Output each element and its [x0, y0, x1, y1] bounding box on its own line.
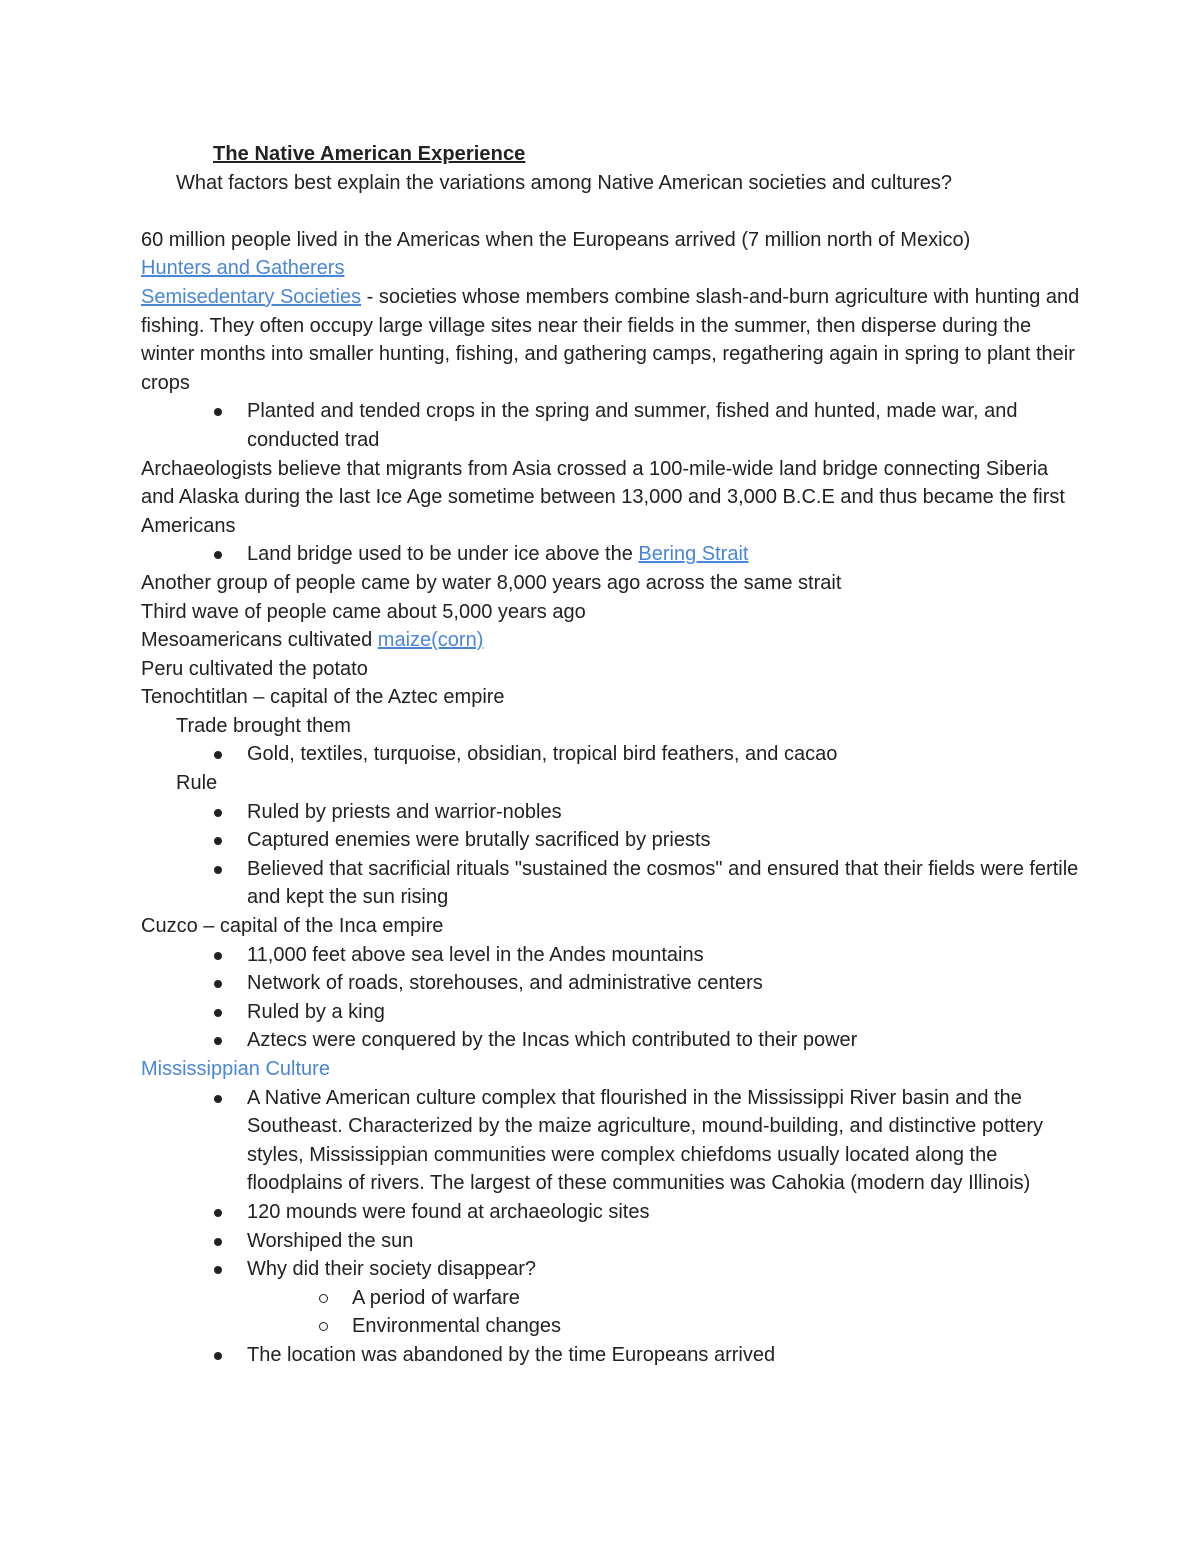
trade-list	[141, 740, 1081, 769]
cuzco-list	[141, 941, 1081, 1055]
peru-line: Peru cultivated the potato	[141, 657, 368, 680]
intro-paragraph: 60 million people lived in the Americas when the Europeans arrived (7 million north of Mexico)	[141, 228, 971, 251]
archaeologists-paragraph: Archaeologists believe that migrants from Asia crossed a 100-mile-wide land bridge connecting Siberia and Alaska during the last Ice Age sometime between 13,000 and 3,000 B.C.E and thus became the first Americans	[141, 457, 1065, 537]
mesoamericans-line	[141, 626, 1081, 655]
maize-link[interactable]: maize(corn)	[377, 629, 484, 652]
list-item	[141, 540, 1081, 569]
third-wave-line: Third wave of people came about 5,000 years ago	[141, 600, 586, 623]
bering-strait-link[interactable]: Bering Strait	[638, 543, 749, 566]
list-item: A Native American culture complex that flourished in the Mississippi River basin and the Southeast. Characterized by the maize agriculture, mound-building, and distinctive pottery styles, Mississippian communities were complex chiefdoms usually located along the floodplains of rivers. The largest of these communities was Cahokia (modern day Illinois)	[141, 1084, 1081, 1198]
list-item: Ruled by a king	[141, 998, 1081, 1027]
page-title: The Native American Experience	[213, 143, 526, 165]
semisedentary-societies-link[interactable]: Semisedentary Societies	[141, 285, 362, 308]
list-item: Believed that sacrificial rituals "sustained the cosmos" and ensured that their fields were fertile and kept the sun rising	[141, 855, 1081, 912]
land-bridge-text: Land bridge used to be under ice above the	[247, 543, 639, 566]
mississippian-list-end	[141, 1341, 1081, 1370]
land-bridge-list	[141, 540, 1081, 569]
mesoamericans-text: Mesoamericans cultivated	[141, 629, 378, 652]
list-item: Planted and tended crops in the spring and summer, fished and hunted, made war, and conducted trad	[141, 397, 1081, 454]
document-body	[141, 140, 1081, 1370]
semisedentary-paragraph	[141, 283, 1081, 397]
guiding-question: What factors best explain the variations among Native American societies and cultures?	[176, 171, 952, 194]
list-item: Network of roads, storehouses, and administrative centers	[141, 969, 1081, 998]
list-item: Gold, textiles, turquoise, obsidian, tropical bird feathers, and cacao	[141, 740, 1081, 769]
water-group-line: Another group of people came by water 8,000 years ago across the same strait	[141, 571, 842, 594]
list-item: The location was abandoned by the time Europeans arrived	[141, 1341, 1081, 1370]
rule-heading: Rule	[176, 772, 218, 795]
cuzco-line: Cuzco – capital of the Inca empire	[141, 915, 444, 938]
list-item: 11,000 feet above sea level in the Andes mountains	[141, 941, 1081, 970]
mississippian-list	[141, 1084, 1081, 1284]
list-item: Worshiped the sun	[141, 1227, 1081, 1256]
sublist-item: Environmental changes	[141, 1312, 1081, 1341]
trade-heading: Trade brought them	[176, 714, 351, 737]
rule-list	[141, 798, 1081, 912]
hunters-and-gatherers-link[interactable]: Hunters and Gatherers	[141, 257, 345, 280]
semisedentary-definition: - societies whose members combine slash-and-burn agriculture with hunting and fishing. They often occupy large village sites near their fields in the summer, then disperse during the winter months into smaller hunting, fishing, and gathering camps, regathering again in spring to plant their crops	[141, 285, 1080, 394]
mississippian-heading: Mississippian Culture	[141, 1058, 330, 1080]
blank-line	[141, 197, 1081, 226]
hunters-line	[141, 254, 1081, 283]
semisedentary-list	[141, 397, 1081, 454]
list-item: 120 mounds were found at archaeologic sites	[141, 1198, 1081, 1227]
list-item: Why did their society disappear?	[141, 1255, 1081, 1284]
sublist-item: A period of warfare	[141, 1284, 1081, 1313]
list-item: Aztecs were conquered by the Incas which contributed to their power	[141, 1026, 1081, 1055]
disappear-sublist	[141, 1284, 1081, 1341]
list-item: Ruled by priests and warrior-nobles	[141, 798, 1081, 827]
list-item: Captured enemies were brutally sacrificed by priests	[141, 826, 1081, 855]
tenochtitlan-line: Tenochtitlan – capital of the Aztec empire	[141, 686, 505, 709]
